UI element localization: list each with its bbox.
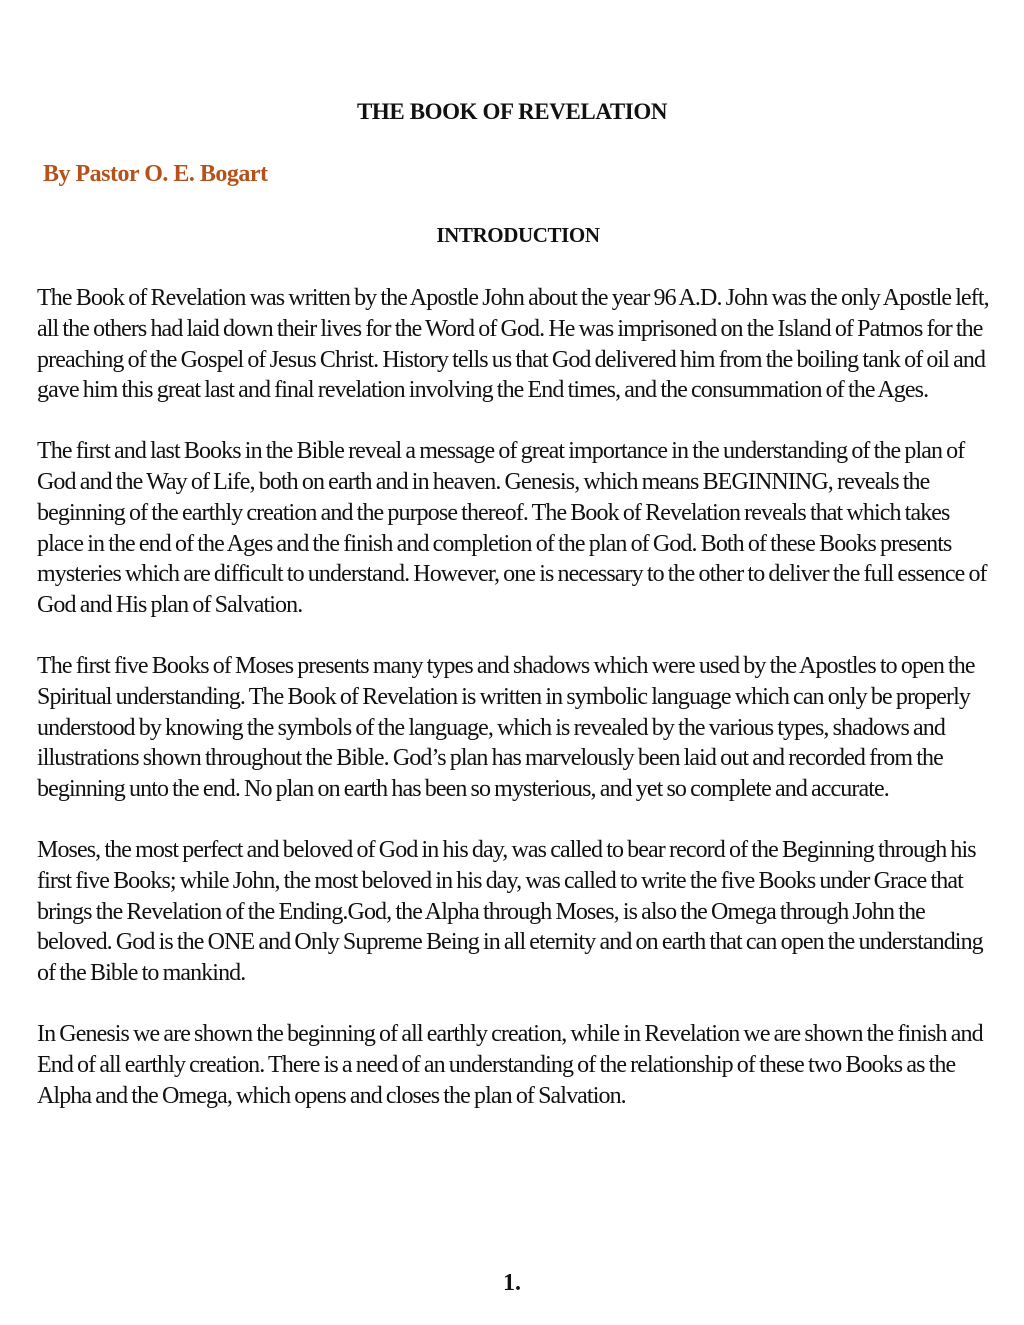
document-title: THE BOOK OF REVELATION	[356, 99, 668, 124]
paragraph-2: The first and last Books in the Bible reveal a message of great importance in the understanding of the plan of God and the Way of Life, both on earth and in heaven. Genesis, which means BEGINNING, reveals the beginning of the earthly creation and the purpose thereof. The Book of Revelation reveals that which takes place in the end of the Ages and the finish and completion of the plan of God. Both of these Books presents mysteries which are difficult to understand. However, one is necessary to the other to deliver the full essence of God and His plan of Salvation.	[37, 438, 987, 619]
paragraph-1: The Book of Revelation was written by the Apostle John about the year 96 A.D. John was the only Apostle left, all the others had laid down their lives for the Word of God. He was imprisoned on the Island of Patmos for the preaching of the Gospel of Jesus Christ. History tells us that God delivered him from the boiling tank of oil and gave him this great last and final revelation involving the End times, and the consummation of the Ages.	[37, 285, 989, 404]
page-number: 1.	[503, 1270, 521, 1296]
section-heading: INTRODUCTION	[436, 223, 600, 247]
paragraph-4: Moses, the most perfect and beloved of God in his day, was called to bear record of the Beginning through his first five Books; while John, the most beloved in his day, was called to write the five Books under Grace that brings the Revelation of the Ending.God, the Alpha through Moses, is also the Omega through John the beloved. God is the ONE and Only Supreme Being in all eternity and on earth that can open the understanding of the Bible to mankind.	[37, 836, 983, 987]
paragraph-5: In Genesis we are shown the beginning of all earthly creation, while in Revelation we are shown the finish and End of all earthly creation. There is a need of an understanding of the relationship of these two Books as the Alpha and the Omega, which opens and closes the plan of Salvation.	[37, 1020, 983, 1109]
author-byline: By Pastor O. E. Bogart	[43, 161, 268, 187]
paragraph-3: The first five Books of Moses presents many types and shadows which were used by the Apostles to open the Spiritual understanding. The Book of Revelation is written in symbolic language which can only be properly understood by knowing the symbols of the language, which is revealed by the various types, shadows and illustrations shown throughout the Bible. God’s plan has marvelously been laid out and recorded from the beginning unto the end. No plan on earth has been so mysterious, and yet so complete and accurate.	[37, 652, 975, 803]
document-body	[37, 283, 997, 1111]
